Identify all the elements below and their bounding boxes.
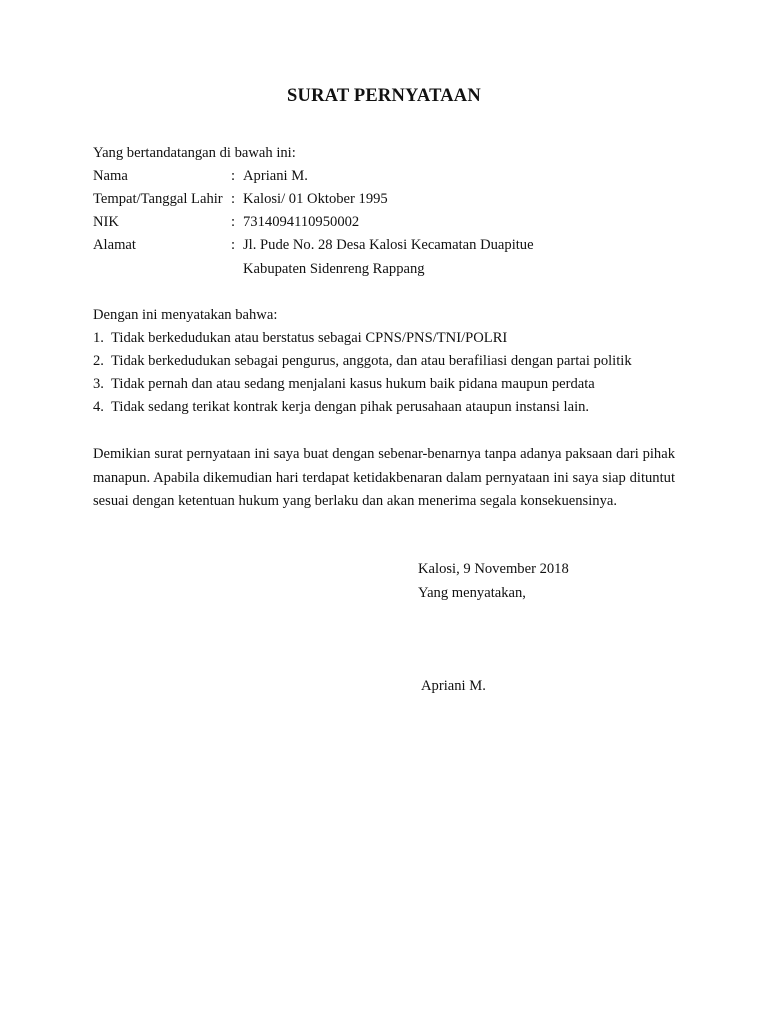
document-title: SURAT PERNYATAAN (287, 86, 481, 106)
field-value-ttl: Kalosi/ 01 Oktober 1995 (243, 191, 388, 207)
field-value-alamat: Jl. Pude No. 28 Desa Kalosi Kecamatan Duapitue (243, 237, 534, 253)
signature-role: Yang menyatakan, (418, 585, 526, 601)
field-label-alamat: Alamat (93, 237, 136, 253)
statement-intro: Dengan ini menyatakan bahwa: (93, 307, 278, 323)
closing-paragraph: Demikian surat pernyataan ini saya buat dengan sebenar-benarnya tanpa adanya paksaan dari pihak manapun. Apabila dikemudian hari terdapat ketidakbenaran dalam pernyataan ini saya siap dituntut sesuai dengan ketentuan hukum yang berlaku dan akan menerima segala konsekuensinya. (93, 446, 675, 509)
field-value-nama: Apriani M. (243, 168, 308, 184)
statement-number: 3. (93, 376, 104, 392)
signature-name: Apriani M. (421, 678, 486, 694)
field-value-alamat-line2: Kabupaten Sidenreng Rappang (243, 261, 425, 277)
field-colon: : (231, 237, 236, 253)
field-label-nama: Nama (93, 168, 128, 184)
field-colon: : (231, 168, 236, 184)
field-label-ttl: Tempat/Tanggal Lahir (93, 191, 223, 207)
field-value-nik: 7314094110950002 (243, 214, 360, 230)
intro-text: Yang bertandatangan di bawah ini: (93, 145, 296, 161)
statement-item: Tidak berkedudukan atau berstatus sebagai CPNS/PNS/TNI/POLRI (111, 330, 508, 346)
statement-item: Tidak berkedudukan sebagai pengurus, anggota, dan atau berafiliasi dengan partai politik (111, 353, 632, 369)
statement-item: Tidak sedang terikat kontrak kerja dengan pihak perusahaan ataupun instansi lain. (111, 399, 590, 415)
field-colon: : (231, 191, 236, 207)
signature-place-date: Kalosi, 9 November 2018 (418, 561, 569, 577)
field-label-nik: NIK (93, 214, 119, 230)
field-colon: : (231, 214, 236, 230)
statement-item: Tidak pernah dan atau sedang menjalani kasus hukum baik pidana maupun perdata (111, 376, 595, 392)
statement-number: 1. (93, 330, 104, 346)
statement-number: 4. (93, 399, 104, 415)
statement-number: 2. (93, 353, 104, 369)
